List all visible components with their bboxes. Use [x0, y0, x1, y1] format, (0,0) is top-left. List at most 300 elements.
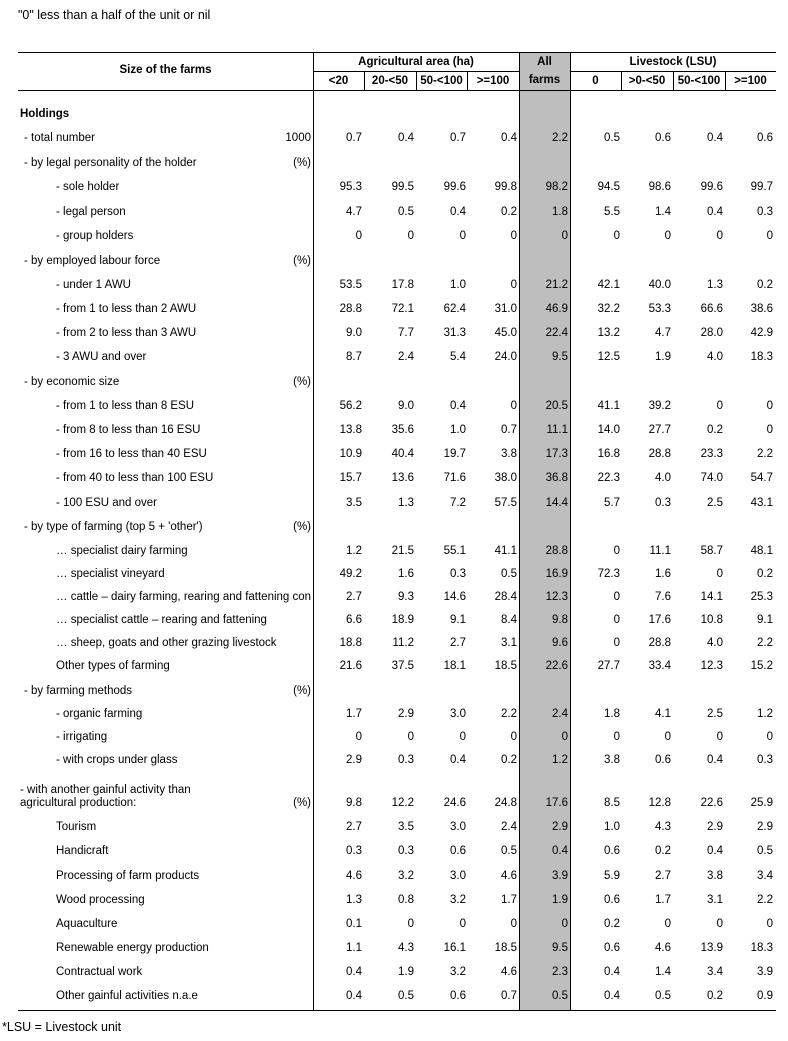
- row-unit: (%): [293, 797, 311, 809]
- table-cell: 1.0: [450, 424, 466, 436]
- table-cell: 48.1: [750, 545, 773, 557]
- row-label: Tourism: [56, 821, 97, 833]
- table-cell: 3.1: [501, 637, 517, 649]
- table-cell: 1.6: [655, 568, 671, 580]
- table-cell: 25.9: [750, 797, 773, 809]
- table-cell: 58.7: [700, 545, 723, 557]
- table-cell: 0.3: [655, 497, 671, 509]
- table-cell: 24.6: [443, 797, 466, 809]
- table-cell: 2.9: [346, 754, 362, 766]
- table-cell: 33.4: [648, 660, 671, 672]
- table-cell: 0.3: [398, 845, 414, 857]
- table-cell: 14.6: [443, 591, 466, 603]
- table-cell: 0: [716, 731, 723, 743]
- table-cell: 8.5: [604, 797, 620, 809]
- table-cell: 3.4: [757, 870, 773, 882]
- table-cell: 9.0: [398, 400, 414, 412]
- table-cell: 8.4: [501, 614, 517, 626]
- table-cell: 28.4: [494, 591, 517, 603]
- table-cell: 15.7: [339, 472, 362, 484]
- table-cell: 18.8: [339, 637, 362, 649]
- table-cell: 1.6: [398, 568, 414, 580]
- table-cell: 24.8: [494, 797, 517, 809]
- table-cell: 0.4: [346, 990, 362, 1002]
- table-cell: 9.8: [552, 614, 568, 626]
- table-cell: 18.5: [494, 942, 517, 954]
- table-cell: 4.6: [346, 870, 362, 882]
- table-cell: 99.5: [391, 181, 414, 193]
- col-divider: [519, 52, 520, 1010]
- table-cell: 3.8: [604, 754, 620, 766]
- table-cell: 1.2: [346, 545, 362, 557]
- table-cell: 0: [664, 918, 671, 930]
- row-label: - from 2 to less than 3 AWU: [56, 327, 197, 339]
- header-livestock: Livestock (LSU): [629, 56, 717, 68]
- table-cell: 40.4: [391, 448, 414, 460]
- table-cell: 1.8: [604, 708, 620, 720]
- table-cell: 0.5: [757, 845, 773, 857]
- table-cell: 5.9: [604, 870, 620, 882]
- table-cell: 8.7: [346, 351, 362, 363]
- table-cell: 0.5: [604, 132, 620, 144]
- table-cell: 10.9: [339, 448, 362, 460]
- table-cell: 28.8: [545, 545, 568, 557]
- table-cell: 7.6: [655, 591, 671, 603]
- header-all-farms-line1: All: [537, 56, 552, 68]
- table-cell: 2.2: [757, 637, 773, 649]
- table-cell: 0: [613, 614, 620, 626]
- table-cell: 2.2: [501, 708, 517, 720]
- table-cell: 0.6: [604, 845, 620, 857]
- table-cell: 18.3: [750, 351, 773, 363]
- table-cell: 0.4: [450, 754, 466, 766]
- table-cell: 98.2: [545, 181, 568, 193]
- table-cell: 41.1: [597, 400, 620, 412]
- table-cell: 31.0: [494, 303, 517, 315]
- table-cell: 2.2: [757, 448, 773, 460]
- table-cell: 12.3: [545, 591, 568, 603]
- table-cell: 0.3: [757, 206, 773, 218]
- table-cell: 0: [510, 230, 517, 242]
- table-cell: 0.2: [501, 206, 517, 218]
- table-cell: 15.2: [750, 660, 773, 672]
- table-cell: 7.2: [450, 497, 466, 509]
- table-cell: 2.4: [552, 708, 568, 720]
- table-cell: 3.5: [346, 497, 362, 509]
- table-cell: 1.8: [552, 206, 568, 218]
- table-cell: 1.3: [707, 279, 723, 291]
- table-cell: 5.7: [604, 497, 620, 509]
- table-cell: 14.0: [597, 424, 620, 436]
- row-label: - group holders: [56, 230, 134, 242]
- table-cell: 1.9: [398, 966, 414, 978]
- table-cell: 11.2: [392, 637, 414, 649]
- table-cell: 0.6: [604, 942, 620, 954]
- row-unit: (%): [293, 521, 311, 533]
- table-cell: 18.5: [494, 660, 517, 672]
- table-cell: 0: [613, 591, 620, 603]
- table-cell: 0.2: [757, 279, 773, 291]
- all-farms-column-shade: [519, 52, 570, 1010]
- table-cell: 45.0: [494, 327, 517, 339]
- row-label: Wood processing: [56, 894, 145, 906]
- table-cell: 0.6: [450, 990, 466, 1002]
- table-cell: 99.8: [494, 181, 517, 193]
- row-label: - by employed labour force: [24, 255, 161, 267]
- table-cell: 3.4: [707, 966, 723, 978]
- table-cell: 21.6: [339, 660, 362, 672]
- table-cell: 12.5: [597, 351, 620, 363]
- table-cell: 0: [459, 918, 466, 930]
- table-cell: 21.5: [391, 545, 414, 557]
- table-cell: 2.7: [450, 637, 466, 649]
- table-cell: 4.6: [501, 870, 517, 882]
- table-cell: 27.7: [648, 424, 671, 436]
- table-cell: 11.1: [649, 545, 671, 557]
- table-cell: 9.5: [552, 351, 568, 363]
- table-cell: 0.6: [655, 132, 671, 144]
- row-label: Contractual work: [56, 966, 143, 978]
- table-top-rule: [18, 52, 776, 53]
- table-cell: 0.2: [707, 990, 723, 1002]
- col-header-agri-lt20: <20: [328, 75, 349, 87]
- table-cell: 0.2: [655, 845, 671, 857]
- table-cell: 4.6: [501, 966, 517, 978]
- table-cell: 0: [716, 918, 723, 930]
- table-cell: 1.3: [398, 497, 414, 509]
- table-cell: 5.4: [450, 351, 466, 363]
- row-unit: (%): [293, 685, 311, 697]
- table-cell: 0: [407, 230, 414, 242]
- row-label: Handicraft: [56, 845, 109, 857]
- row-label: Holdings: [20, 108, 70, 120]
- table-cell: 39.2: [648, 400, 671, 412]
- table-cell: 56.2: [339, 400, 362, 412]
- table-cell: 9.1: [757, 614, 773, 626]
- table-cell: 0.4: [552, 845, 568, 857]
- table-cell: 0.4: [450, 206, 466, 218]
- row-label: Other types of farming: [56, 660, 170, 672]
- table-cell: 1.0: [450, 279, 466, 291]
- table-cell: 0.4: [707, 132, 723, 144]
- note-text: "0" less than a half of the unit or nil: [18, 8, 211, 22]
- table-cell: 0.8: [398, 894, 414, 906]
- footnote: *LSU = Livestock unit: [2, 1020, 122, 1034]
- table-cell: 0: [766, 424, 773, 436]
- table-cell: 43.1: [750, 497, 773, 509]
- table-cell: 0.4: [450, 400, 466, 412]
- table-cell: 0.2: [757, 568, 773, 580]
- table-cell: 2.2: [757, 894, 773, 906]
- table-cell: 19.7: [443, 448, 466, 460]
- table-cell: 3.0: [450, 821, 466, 833]
- header-agricultural-area: Agricultural area (ha): [358, 56, 474, 68]
- table-cell: 0: [664, 731, 671, 743]
- row-label: - irrigating: [56, 731, 108, 743]
- table-cell: 4.6: [655, 942, 671, 954]
- table-cell: 3.8: [707, 870, 723, 882]
- table-cell: 31.3: [443, 327, 466, 339]
- table-cell: 16.1: [443, 942, 466, 954]
- header-size-of-farms: Size of the farms: [119, 64, 212, 76]
- table-cell: 0.3: [346, 845, 362, 857]
- table-cell: 22.6: [700, 797, 723, 809]
- row-label: - legal person: [56, 206, 126, 218]
- table-cell: 57.5: [494, 497, 517, 509]
- table-cell: 1.2: [757, 708, 773, 720]
- table-cell: 27.7: [597, 660, 620, 672]
- table-cell: 1.7: [501, 894, 517, 906]
- table-cell: 38.0: [494, 472, 517, 484]
- table-cell: 1.0: [604, 821, 620, 833]
- row-label: Renewable energy production: [56, 942, 209, 954]
- table-cell: 0.7: [450, 132, 466, 144]
- table-cell: 10.8: [700, 614, 723, 626]
- table-cell: 13.8: [339, 424, 362, 436]
- table-cell: 2.7: [655, 870, 671, 882]
- table-cell: 3.9: [552, 870, 568, 882]
- table-cell: 0.6: [450, 845, 466, 857]
- table-cell: 62.4: [443, 303, 466, 315]
- table-cell: 40.0: [648, 279, 671, 291]
- table-cell: 4.7: [655, 327, 671, 339]
- table-cell: 2.4: [398, 351, 414, 363]
- table-cell: 1.2: [552, 754, 568, 766]
- row-label: - by type of farming (top 5 + 'other'): [24, 521, 203, 533]
- table-cell: 18.9: [391, 614, 414, 626]
- row-unit: (%): [293, 255, 311, 267]
- table-cell: 0.5: [655, 990, 671, 1002]
- table-cell: 99.7: [750, 181, 773, 193]
- table-cell: 32.2: [597, 303, 620, 315]
- table-cell: 35.6: [391, 424, 414, 436]
- table-cell: 4.1: [655, 708, 671, 720]
- table-cell: 2.5: [707, 708, 723, 720]
- col-header-agri-ge100: >=100: [476, 75, 510, 87]
- table-cell: 12.8: [648, 797, 671, 809]
- table-cell: 0.2: [604, 918, 620, 930]
- table-cell: 18.1: [443, 660, 466, 672]
- table-cell: 3.2: [398, 870, 414, 882]
- col-header-live-0-50: >0-<50: [628, 75, 666, 87]
- table-cell: 0: [355, 731, 362, 743]
- table-cell: 0.1: [346, 918, 362, 930]
- col-divider: [570, 52, 571, 1010]
- table-cell: 0: [561, 918, 568, 930]
- table-cell: 16.8: [597, 448, 620, 460]
- col-header-live-50-100: 50-<100: [677, 75, 721, 87]
- table-cell: 17.8: [391, 279, 414, 291]
- table-cell: 0: [766, 230, 773, 242]
- table-cell: 0: [561, 731, 568, 743]
- table-cell: 22.3: [597, 472, 620, 484]
- table-cell: 53.5: [339, 279, 362, 291]
- row-label: - by farming methods: [24, 685, 133, 697]
- table-cell: 0: [407, 731, 414, 743]
- table-cell: 1.4: [655, 206, 671, 218]
- col-header-agri-20-50: 20-<50: [371, 75, 409, 87]
- table-cell: 0: [613, 230, 620, 242]
- table-cell: 0.4: [707, 754, 723, 766]
- row-label: - under 1 AWU: [56, 279, 131, 291]
- row-label: - from 16 to less than 40 ESU: [56, 448, 207, 460]
- table-cell: 0.9: [757, 990, 773, 1002]
- table-cell: 11.1: [546, 424, 568, 436]
- table-cell: 0: [766, 731, 773, 743]
- row-label: - total number: [24, 132, 95, 144]
- table-cell: 28.0: [700, 327, 723, 339]
- table-cell: 6.6: [346, 614, 362, 626]
- table-cell: 1.3: [346, 894, 362, 906]
- table-cell: 49.2: [339, 568, 362, 580]
- table-cell: 0.5: [398, 206, 414, 218]
- table-cell: 5.5: [604, 206, 620, 218]
- row-label: … cattle – dairy farming, rearing and fattening con: [56, 591, 312, 603]
- table-cell: 17.3: [545, 448, 568, 460]
- table-cell: 13.6: [391, 472, 414, 484]
- table-cell: 2.2: [552, 132, 568, 144]
- table-cell: 0: [407, 918, 414, 930]
- table-cell: 0: [716, 400, 723, 412]
- table-cell: 42.9: [750, 327, 773, 339]
- row-label: … specialist vineyard: [56, 568, 165, 580]
- table-cell: 1.9: [552, 894, 568, 906]
- table-cell: 2.9: [398, 708, 414, 720]
- table-cell: 3.2: [450, 894, 466, 906]
- table-cell: 53.3: [648, 303, 671, 315]
- table-cell: 0.4: [398, 132, 414, 144]
- row-label: … specialist cattle – rearing and fattening: [56, 614, 267, 626]
- row-label: Other gainful activities n.a.e: [56, 990, 198, 1002]
- table-cell: 0.4: [707, 206, 723, 218]
- table-cell: 0: [510, 731, 517, 743]
- table-cell: 0.7: [501, 424, 517, 436]
- table-cell: 22.4: [545, 327, 568, 339]
- table-cell: 36.8: [545, 472, 568, 484]
- table-cell: 1.7: [346, 708, 362, 720]
- table-cell: 0.6: [604, 894, 620, 906]
- table-cell: 2.3: [552, 966, 568, 978]
- col-header-agri-50-100: 50-<100: [420, 75, 463, 87]
- row-label: - sole holder: [56, 181, 120, 193]
- header-all-farms-line2: farms: [528, 74, 561, 86]
- table-cell: 0.3: [757, 754, 773, 766]
- table-cell: 2.5: [707, 497, 723, 509]
- table-cell: 13.2: [597, 327, 620, 339]
- table-cell: 3.0: [450, 708, 466, 720]
- row-label: - with crops under glass: [56, 754, 178, 766]
- col-divider: [313, 52, 314, 1010]
- table-cell: 21.2: [545, 279, 568, 291]
- row-label: - 3 AWU and over: [56, 351, 147, 363]
- table-cell: 0: [716, 230, 723, 242]
- table-cell: 22.6: [545, 660, 568, 672]
- table-cell: 0.5: [501, 568, 517, 580]
- table-cell: 28.8: [339, 303, 362, 315]
- table-cell: 9.3: [398, 591, 414, 603]
- table-cell: 0: [613, 637, 620, 649]
- row-label: - by legal personality of the holder: [24, 157, 197, 169]
- table-cell: 0.7: [501, 990, 517, 1002]
- table-cell: 0.4: [346, 966, 362, 978]
- table-cell: 3.0: [450, 870, 466, 882]
- table-cell: 9.1: [450, 614, 466, 626]
- table-cell: 4.0: [707, 637, 723, 649]
- table-cell: 2.9: [552, 821, 568, 833]
- table-cell: 0.2: [501, 754, 517, 766]
- row-label: - with another gainful activity than: [20, 784, 191, 796]
- table-cell: 42.1: [597, 279, 620, 291]
- table-cell: 0: [355, 230, 362, 242]
- table-cell: 2.4: [501, 821, 517, 833]
- table-cell: 17.6: [545, 797, 568, 809]
- table-cell: 9.5: [552, 942, 568, 954]
- table-cell: 37.5: [391, 660, 414, 672]
- table-bottom-rule: [18, 1010, 776, 1011]
- row-label-continued: agricultural production:: [20, 797, 137, 809]
- table-cell: 99.6: [443, 181, 466, 193]
- table-cell: 12.2: [391, 797, 414, 809]
- table-cell: 18.3: [750, 942, 773, 954]
- table-cell: 38.6: [750, 303, 773, 315]
- table-cell: 1.4: [655, 966, 671, 978]
- table-cell: 0: [766, 918, 773, 930]
- table-cell: 1.9: [655, 351, 671, 363]
- row-label: - organic farming: [56, 708, 143, 720]
- table-cell: 99.6: [700, 181, 723, 193]
- table-cell: 4.0: [655, 472, 671, 484]
- row-label: - from 1 to less than 8 ESU: [56, 400, 195, 412]
- table-cell: 0.7: [346, 132, 362, 144]
- row-unit: 1000: [285, 132, 311, 144]
- table-cell: 0: [613, 545, 620, 557]
- table-cell: 28.8: [648, 637, 671, 649]
- table-cell: 55.1: [443, 545, 466, 557]
- table-cell: 13.9: [700, 942, 723, 954]
- row-unit: (%): [293, 157, 311, 169]
- table-cell: 0: [459, 731, 466, 743]
- table-cell: 72.3: [597, 568, 620, 580]
- table-cell: 14.1: [700, 591, 723, 603]
- table-cell: 4.3: [398, 942, 414, 954]
- row-label: - from 8 to less than 16 ESU: [56, 424, 201, 436]
- table-cell: 0: [613, 731, 620, 743]
- table-cell: 25.3: [750, 591, 773, 603]
- table-cell: 0.4: [501, 132, 517, 144]
- table-cell: 4.0: [707, 351, 723, 363]
- table-cell: 98.6: [648, 181, 671, 193]
- table-cell: 74.0: [700, 472, 723, 484]
- table-cell: 0.3: [450, 568, 466, 580]
- table-cell: 12.3: [700, 660, 723, 672]
- header-bottom-rule: [18, 90, 776, 91]
- row-label: … sheep, goats and other grazing livestock: [56, 637, 277, 649]
- table-cell: 0.4: [604, 990, 620, 1002]
- table-cell: 2.9: [757, 821, 773, 833]
- table-cell: 0: [510, 400, 517, 412]
- table-cell: 0.6: [655, 754, 671, 766]
- table-cell: 4.7: [346, 206, 362, 218]
- table-cell: 71.6: [443, 472, 466, 484]
- table-cell: 0: [561, 230, 568, 242]
- table-cell: 2.7: [346, 821, 362, 833]
- row-label: - from 40 to less than 100 ESU: [56, 472, 214, 484]
- table-cell: 94.5: [597, 181, 620, 193]
- table-cell: 3.9: [757, 966, 773, 978]
- table-cell: 1.7: [655, 894, 671, 906]
- table-cell: 54.7: [750, 472, 773, 484]
- row-unit: (%): [293, 376, 311, 388]
